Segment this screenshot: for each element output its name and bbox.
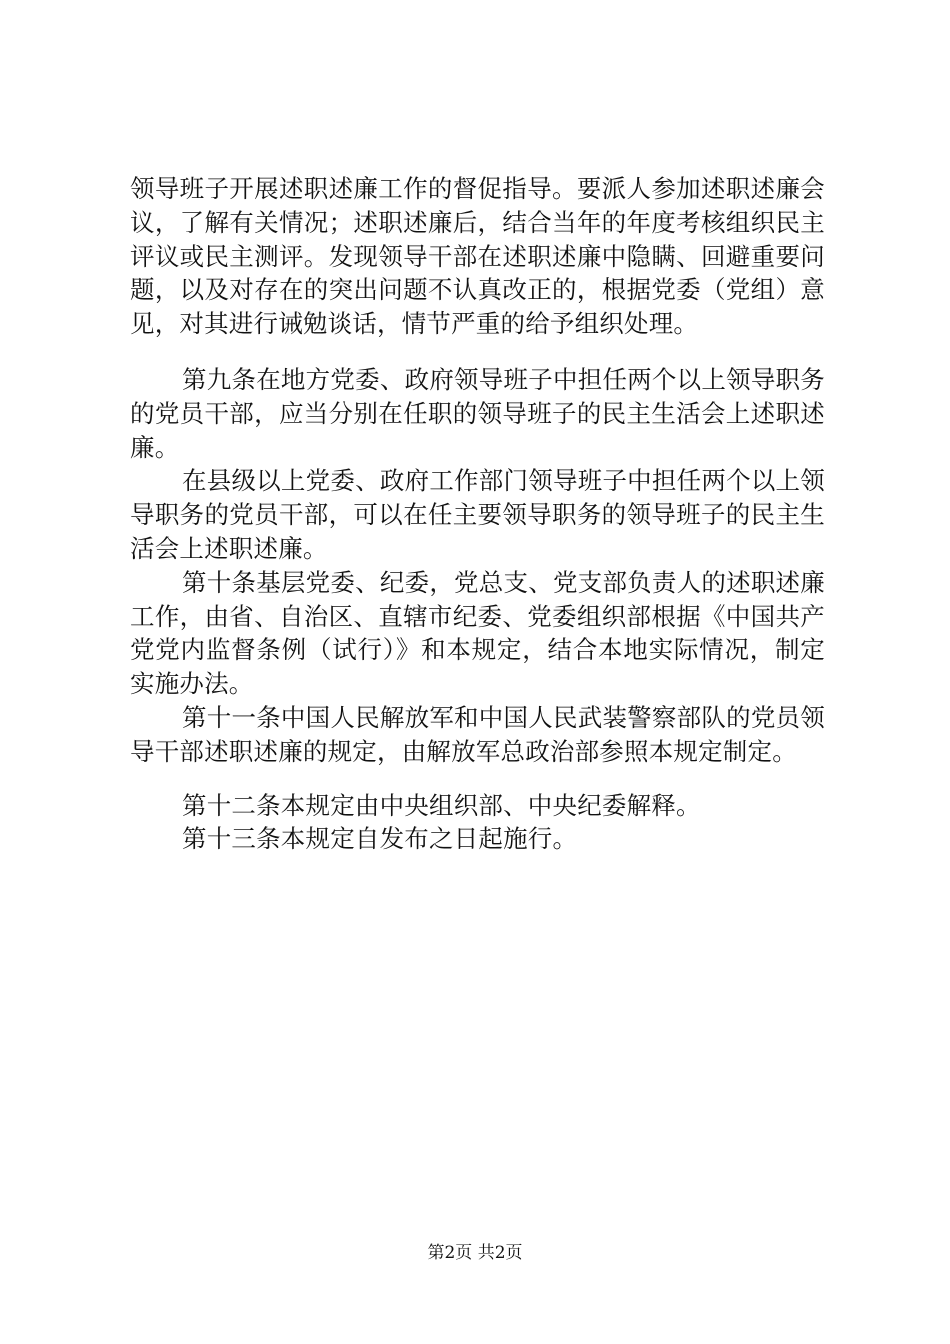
paragraph-supervision: 领导班子开展述职述廉工作的督促指导。要派人参加述职述廉会议，了解有关情况；述职述廉后，结合当年的年度考核组织民主评议或民主测评。发现领导干部在述职述廉中隐瞒、回避重要问题，以及对存在的突出问题不认真改正的，根据党委（党组）意见，对其进行诫勉谈话，情节严重的给予组织处理。 [130,174,825,339]
paragraph-article-11: 第十一条中国人民解放军和中国人民武装警察部队的党员领导干部述职述廉的规定，由解放军总政治部参照本规定制定。 [130,702,825,766]
document-body [130,172,825,856]
paragraph-article-12: 第十二条本规定由中央组织部、中央纪委解释。 [182,790,701,820]
paragraph-article-9: 第九条在地方党委、政府领导班子中担任两个以上领导职务的党员干部，应当分别在任职的领导班子的民主生活会上述职述廉。 [130,364,825,462]
paragraph-article-10: 第十条基层党委、纪委，党总支、党支部负责人的述职述廉工作，由省、自治区、直辖市纪委、党委组织部根据《中国共产党党内监督条例（试行）》和本规定，结合本地实际情况，制定实施办法。 [130,567,825,699]
paragraph-article-13: 第十三条本规定自发布之日起施行。 [182,824,578,854]
paragraph-article-9-clause-2: 在县级以上党委、政府工作部门领导班子中担任两个以上领导职务的党员干部，可以在任主要领导职务的领导班子的民主生活会上述职述廉。 [130,466,825,563]
page-number-footer: 第2页 共2页 [427,1243,523,1263]
